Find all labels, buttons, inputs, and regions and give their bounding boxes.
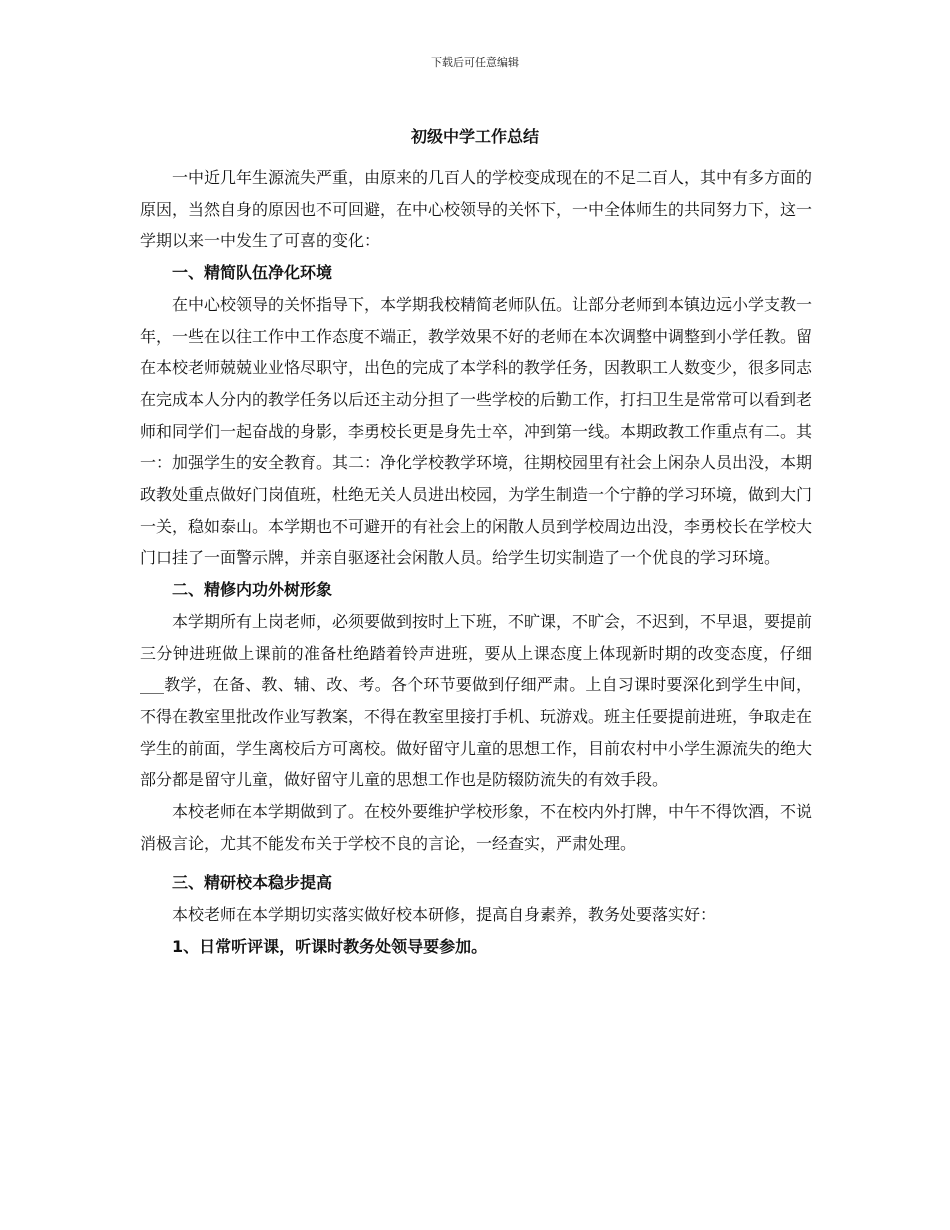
header-note: 下载后可任意编辑	[431, 56, 519, 69]
section-2-paragraph-2: 本校老师在本学期做到了。在校外要维护学校形象，不在校内外打牌，中午不得饮酒，不说消极言论，尤其不能发布关于学校不良的言论，一经查实，严肃处理。	[140, 802, 813, 853]
section-3-heading: 三、精研校本稳步提高	[172, 873, 333, 893]
intro-paragraph: 一中近几年生源流失严重，由原来的几百人的学校变成现在的不足二百人，其中有多方面的原因，当然自身的原因也不可回避，在中心校领导的关怀下，一中全体师生的共同努力下，这一学期以来一中发生了可喜的变化：	[140, 168, 813, 251]
section-3-item-1: 1、日常听评课，听课时教务处领导要参加。	[172, 936, 488, 956]
document-body	[140, 162, 812, 963]
section-3-paragraph: 本校老师在本学期切实落实做好校本研修，提高自身素养，教务处要落实好：	[172, 905, 717, 925]
section-1-paragraph: 在中心校领导的关怀指导下，本学期我校精简老师队伍。让部分老师到本镇边远小学支教一年，一些在以往工作中工作态度不端正，教学效果不好的老师在本次调整中调整到小学任教。留在本校老师兢兢业业恪尽职守，出色的完成了本学科的教学任务，因教职工人数变少，很多同志在完成本人分内的教学任务以后还主动分担了一些学校的后勤工作，打扫卫生是常常可以看到老师和同学们一起奋战的身影，李勇校长更是身先士卒，冲到第一线。本期政教工作重点有二。其一：加强学生的安全教育。其二：净化学校教学环境，往期校园里有社会上闲杂人员出没，本期政教处重点做好门岗值班，杜绝无关人员进出校园，为学生制造一个宁静的学习环境，做到大门一关，稳如泰山。本学期也不可避开的有社会上的闲散人员到学校周边出没，李勇校长在学校大门口挂了一面警示牌，并亲自驱逐社会闲散人员。给学生切实制造了一个优良的学习环境。	[140, 294, 813, 568]
section-gap	[140, 859, 812, 867]
section-2-heading: 二、精修内功外树形象	[172, 580, 333, 600]
section-1-heading: 一、精简队伍净化环境	[172, 263, 333, 283]
document-title: 初级中学工作总结	[410, 127, 539, 146]
section-2-paragraph-1: 本学期所有上岗老师，必须要做到按时上下班，不旷课，不旷会，不迟到，不早退，要提前三分钟进班做上课前的准备杜绝踏着铃声进班，要从上课态度上体现新时期的改变态度，仔细___教学，在备、教、辅、改、考。各个环节要做到仔细严肃。上自习课时要深化到学生中间，不得在教室里批改作业写教案，不得在教室里接打手机、玩游戏。班主任要提前进班，争取走在学生的前面，学生离校后方可离校。做好留守儿童的思想工作，目前农村中小学生源流失的绝大部分都是留守儿童，做好留守儿童的思想工作也是防辍防流失的有效手段。	[140, 611, 813, 790]
